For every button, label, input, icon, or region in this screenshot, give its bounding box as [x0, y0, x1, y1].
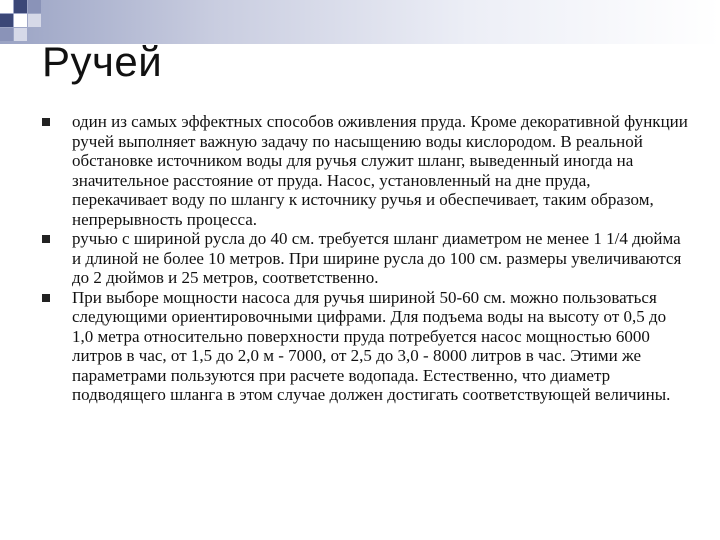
deco-square: [28, 14, 41, 27]
deco-square: [0, 28, 13, 41]
square-bullet-icon: [42, 294, 50, 302]
square-bullet-icon: [42, 118, 50, 126]
deco-square: [0, 0, 13, 13]
deco-square: [14, 14, 27, 27]
deco-square: [14, 0, 27, 13]
deco-square: [28, 0, 41, 13]
bullet-item: [40, 229, 690, 288]
bullet-item: [40, 288, 690, 405]
deco-square: [0, 14, 13, 27]
square-bullet-icon: [42, 235, 50, 243]
slide-title: Ручей: [42, 38, 163, 85]
bullet-list: [40, 112, 690, 405]
bullet-text: один из самых эффектных способов оживления пруда. Кроме декоративной функции ручей выполняет важную задачу по насыщению воды кислородом. В реальной обстановке источником воды для ручья служит шланг, выведенный иногда на значительное расстояние от пруда. Насос, установленный на дне пруда, перекачивает воду по шлангу к источнику ручья и обеспечивает, таким образом, непрерывность процесса.: [72, 112, 688, 229]
bullet-text: ручью с шириной русла до 40 см. требуется шланг диаметром не менее 1 1/4 дюйма и длиной не более 10 метров. При ширине русла до 100 см. размеры увеличиваются до 2 дюймов и 25 метров, соответственно.: [72, 229, 682, 287]
bullet-item: [40, 112, 690, 229]
bullet-text: При выборе мощности насоса для ручья шириной 50-60 см. можно пользоваться следующими ориентировочными цифрами. Для подъема воды на высоту от 0,5 до 1,0 метра относительно поверхности пруда потребуется насос мощностью 6000 литров в час, от 1,5 до 2,0 м - 7000, от 2,5 до 3,0 - 8000 литров в час. Этими же параметрами пользуются при расчете водопада. Естественно, что диаметр подводящего шланга в этом случае должен достигать соответствующей величины.: [72, 287, 671, 404]
deco-square: [14, 28, 27, 41]
